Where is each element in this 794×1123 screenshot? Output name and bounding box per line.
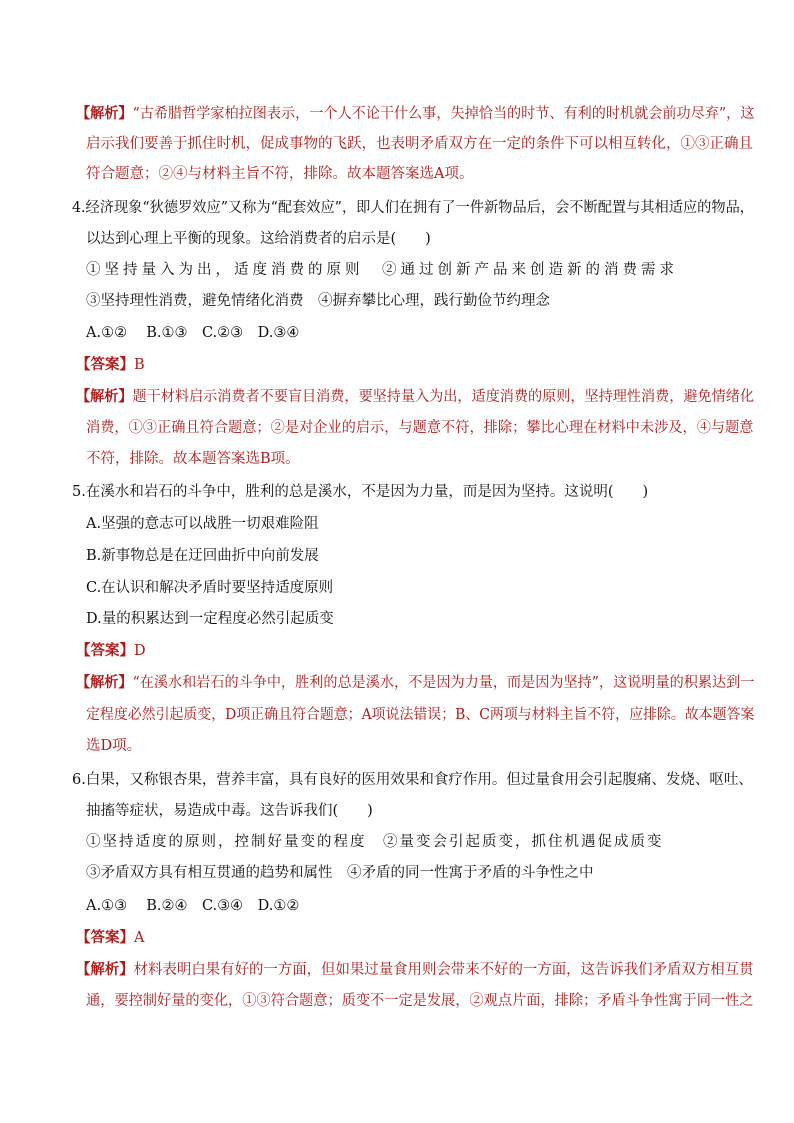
q6-options-line-2: ③矛盾双方具有相互贯通的趋势和属性 ④矛盾的同一性寓于矛盾的斗争性之中 bbox=[86, 865, 594, 881]
q4-stem-line-2: 以达到心理上平衡的现象。这给消费者的启示是( ) bbox=[86, 231, 431, 247]
q5-analysis-line-3: 选D项。 bbox=[86, 738, 142, 754]
q3-analysis-line-2: 启示我们要善于抓住时机，促成事物的飞跃，也表明矛盾双方在一定的条件下可以相互转化，①③正确且 bbox=[86, 136, 753, 152]
q6-choices: A.①③ B.②④ C.③④ D.①② bbox=[86, 898, 300, 914]
q4-answer: 【答案】B bbox=[76, 356, 145, 373]
q6-options-line-1: ①坚持适度的原则，控制好量变的程度 ②量变会引起质变，抓住机遇促成质变 bbox=[86, 834, 664, 850]
q4-analysis-line-2: 消费，①③正确且符合题意；②是对企业的启示，与题意不符，排除；攀比心理在材料中未涉及，④与题意 bbox=[86, 420, 754, 436]
q3-analysis-line-3: 符合题意；②④与材料主旨不符，排除。故本题答案选A项。 bbox=[86, 166, 474, 182]
q4-options-line-2: ③坚持理性消费，避免情绪化消费 ④摒弃攀比心理，践行勤俭节约理念 bbox=[86, 293, 550, 309]
q5-option-d: D.量的积累达到一定程度必然引起质变 bbox=[86, 611, 334, 627]
q5-option-b: B.新事物总是在迂回曲折中向前发展 bbox=[86, 548, 319, 564]
q5-analysis-line-1: 【解析】“在溪水和岩石的斗争中，胜利的总是溪水，不是因为力量，而是因为坚持”，这说明量的积累达到一 bbox=[76, 674, 755, 691]
q4-analysis-line-3: 不符，排除。故本题答案选B项。 bbox=[86, 451, 300, 467]
q6-analysis-line-2: 通，要控制好量的变化，①③符合题意；质变不一定是发展，②观点片面，排除；矛盾斗争性寓于同一性之 bbox=[86, 993, 754, 1009]
q6-stem-line-1: 6.白果，又称银杏果，营养丰富，具有良好的医用效果和食疗作用。但过量食用会引起腹痛、发烧、呕吐、 bbox=[72, 772, 753, 788]
q6-analysis-line-1: 【解析】材料表明白果有好的一方面，但如果过量食用则会带来不好的一方面，这告诉我们矛盾双方相互贯 bbox=[76, 961, 754, 978]
q4-analysis-line-1: 【解析】题干材料启示消费者不要盲目消费，要坚持量入为出，适度消费的原则，坚持理性消费，避免情绪化 bbox=[76, 388, 754, 405]
q4-options-line-1: ①坚持量入为出，适度消费的原则 ②通过创新产品来创造新的消费需求 bbox=[86, 262, 678, 278]
analysis-tag: 【解析】 bbox=[76, 105, 133, 122]
q6-answer: 【答案】A bbox=[76, 929, 145, 946]
q4-stem-line-1: 4.经济现象“狄德罗效应”又称为“配套效应”，即人们在拥有了一件新物品后，会不断配置与其相适应的物品， bbox=[72, 200, 754, 216]
q6-stem-line-2: 抽搐等症状，易造成中毒。这告诉我们( ) bbox=[86, 803, 373, 819]
q5-stem: 5.在溪水和岩石的斗争中，胜利的总是溪水，不是因为力量，而是因为坚持。这说明( ) bbox=[72, 484, 649, 500]
q5-option-c: C.在认识和解决矛盾时要坚持适度原则 bbox=[86, 580, 334, 596]
q5-option-a: A.坚强的意志可以战胜一切艰难险阻 bbox=[86, 516, 319, 532]
q4-choices: A.①② B.①③ C.②③ D.③④ bbox=[86, 325, 300, 341]
q5-answer: 【答案】D bbox=[76, 642, 146, 659]
q5-analysis-line-2: 定程度必然引起质变，D项正确且符合题意；A项说法错误；B、C两项与材料主旨不符，应排除。故本题答案 bbox=[86, 707, 755, 723]
q3-analysis-line-1: 【解析】“古希腊哲学家柏拉图表示，一个人不论干什么事，失掉恰当的时节、有利的时机就会前功尽弃”，这 bbox=[76, 105, 755, 122]
